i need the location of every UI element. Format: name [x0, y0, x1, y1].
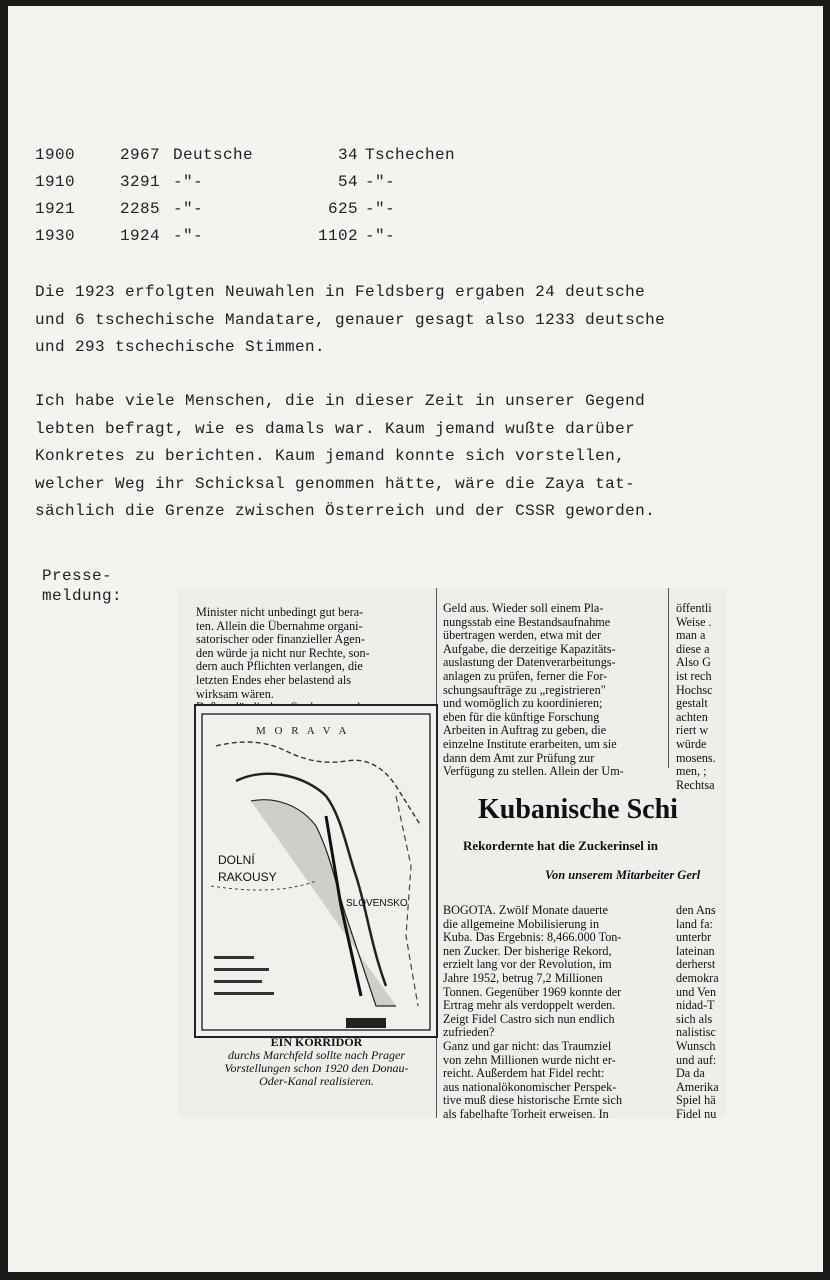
text-line: Konkretes zu berichten. Kaum jemand konnte sich vorstellen, — [35, 447, 626, 465]
article-line: tive muß diese historische Ernte sich — [443, 1094, 623, 1108]
column-fragment: nalistisc — [676, 1026, 716, 1040]
table-cell-czech-label: -"- — [365, 200, 396, 218]
table-cell-year: 1921 — [35, 200, 76, 218]
article-line: reicht. Außerdem hat Fidel recht: — [443, 1067, 605, 1081]
document-page — [8, 6, 823, 1272]
election-paragraph — [35, 279, 735, 362]
article-line: als fabelhafte Torheit erweisen. In — [443, 1107, 609, 1118]
column-line: dann dem Amt zur Prüfung zur — [443, 751, 595, 765]
table-cell-czech-label: Tschechen — [365, 146, 456, 164]
column-fragment: würde — [676, 737, 707, 751]
column-fragment: achten — [676, 710, 708, 724]
column-line: einzelne Institute erarbeiten, um sie — [443, 737, 617, 751]
column-fragment: man a — [676, 629, 706, 643]
column-fragment: Da da — [676, 1067, 705, 1081]
column-fragment: Weise . — [676, 615, 712, 629]
table-cell-year: 1900 — [35, 146, 76, 164]
text-line: und 6 tschechische Mandatare, genauer gesagt also 1233 deutsche — [35, 310, 666, 329]
column-fragment: gestalt — [676, 697, 708, 711]
text-line: welcher Weg ihr Schicksal genommen hätte, wäre die Zaya tat- — [35, 474, 636, 493]
population-table — [8, 146, 608, 256]
corridor-map — [194, 704, 438, 1038]
map-caption: EIN KORRIDOR durchs Marchfeld sollte nach Prager Vorstellungen schon 1920 den Donau- Oder-Kanal realisieren. — [194, 1036, 439, 1088]
table-cell-german: 2967 — [120, 146, 161, 164]
article-line: Zeigt Fidel Castro sich nun endlich — [443, 1012, 615, 1026]
column-fragment: den Ans — [676, 904, 716, 917]
column-line: dern auch Pflichten verlangen, die — [196, 660, 363, 674]
article-line: Tonnen. Gegenüber 1969 konnte der — [443, 985, 622, 999]
article-line: Ganz und gar nicht: das Traumziel — [443, 1039, 612, 1053]
table-cell-german-label: -"- — [173, 227, 204, 245]
column-line: Minister nicht unbedingt gut bera- — [196, 606, 364, 619]
column-line: Geld aus. Wieder soll einem Pla- — [443, 602, 604, 615]
table-cell-german-label: -"- — [173, 173, 204, 191]
article-byline: Von unserem Mitarbeiter Gerl — [545, 868, 701, 882]
column-line: wirksam wären. — [196, 687, 274, 701]
map-label: RAKOUSY — [218, 870, 277, 884]
article-column — [443, 904, 665, 1118]
column-fragment: Wunsch — [676, 1039, 716, 1053]
article-line: BOGOTA. Zwölf Monate dauerte — [443, 904, 608, 917]
table-cell-german-label: Deutsche — [173, 146, 254, 164]
column-fragment: öffentli — [676, 602, 712, 615]
column-line: übertragen werden, etwa mit der — [443, 629, 602, 643]
table-cell-german: 2285 — [120, 200, 161, 218]
column-line: Aufgabe, die derzeitige Kapazitäts- — [443, 642, 616, 656]
table-row — [8, 227, 608, 251]
column-fragment: Fidel nu — [676, 1107, 717, 1118]
table-cell-czech: 625 — [327, 200, 358, 218]
column-line: Arbeiten in Auftrag zu geben, die — [443, 724, 607, 738]
table-cell-year: 1930 — [35, 227, 76, 245]
table-cell-czech-label: -"- — [365, 173, 396, 191]
table-row — [8, 146, 608, 170]
column-line: eben für die künftige Forschung — [443, 710, 600, 724]
table-cell-czech: 1102 — [317, 227, 358, 245]
article-line: nen Zucker. Der bisherige Rekord, — [443, 944, 612, 958]
column-fragment: sich als — [676, 1012, 713, 1026]
middle-column — [443, 602, 665, 779]
article-line: Jahre 1952, betrug 7,2 Millionen — [443, 971, 603, 985]
article-headline: Kubanische Schi — [478, 794, 678, 825]
right-column-fragments — [676, 602, 726, 792]
article-subheadline: Rekordernte hat die Zuckerinsel in — [463, 838, 658, 853]
article-line: die allgemeine Mobilisierung in — [443, 917, 600, 931]
table-cell-czech: 34 — [337, 146, 358, 164]
column-fragment: Spiel hä — [676, 1094, 716, 1108]
text-line: lebten befragt, wie es damals war. Kaum jemand wußte darüber — [35, 419, 636, 438]
table-cell-czech: 54 — [337, 173, 358, 191]
map-caption-title: EIN KORRIDOR — [270, 1035, 363, 1049]
column-fragment: nidad-T — [676, 999, 715, 1013]
column-line: ten. Allein die Übernahme organi- — [196, 619, 363, 633]
press-label: Presse- meldung: — [42, 567, 123, 605]
article-line: Ertrag mehr als verdoppelt werden. — [443, 999, 616, 1013]
table-row — [8, 200, 608, 224]
map-top-label: M O R A V A — [256, 725, 350, 737]
column-line: letzten Endes eher belastend als — [196, 673, 351, 687]
column-line: schungsaufträge zu „registrieren" — [443, 683, 606, 697]
column-fragment: riert w — [676, 724, 709, 738]
newspaper-clipping — [178, 588, 726, 1118]
column-fragment: unterbr — [676, 931, 712, 945]
article-line: aus nationalökonomischer Perspek- — [443, 1080, 617, 1094]
article-line: Kuba. Das Ergebnis: 8,466.000 Ton- — [443, 931, 622, 945]
article-line: von zehn Millionen wurde nicht er- — [443, 1053, 616, 1067]
column-line: den würde ja nicht nur Rechte, son- — [196, 646, 370, 660]
column-line: und womöglich zu koordinieren; — [443, 697, 603, 711]
column-line: Verfügung zu stellen. Allein der Um- — [443, 765, 624, 779]
column-line: nungsstab eine Bestandsaufnahme — [443, 615, 611, 629]
column-fragment: und Ven — [676, 985, 717, 999]
table-cell-german-label: -"- — [173, 200, 204, 218]
column-line: satorischer oder finanzieller Agen- — [196, 633, 365, 647]
column-fragment: land fa: — [676, 917, 713, 931]
text-line: sächlich die Grenze zwischen Österreich und der CSSR geworden. — [35, 502, 656, 520]
map-label: SLOVENSKO — [346, 898, 408, 909]
column-fragment: mosens. — [676, 751, 716, 765]
column-line: anlagen zu prüfen, ferner die For- — [443, 669, 608, 683]
column-fragment: Hochsc — [676, 683, 713, 697]
table-cell-czech-label: -"- — [365, 227, 396, 245]
text-line: Ich habe viele Menschen, die in dieser Zeit in unserer Gegend — [35, 392, 646, 410]
column-fragment: und auf: — [676, 1053, 717, 1067]
map-graphic — [196, 706, 436, 1036]
article-right-fragments — [676, 904, 726, 1118]
column-fragment: men, ; — [676, 765, 707, 779]
table-cell-year: 1910 — [35, 173, 76, 191]
column-fragment: Also G — [676, 656, 711, 670]
article-line: zufrieden? — [443, 1026, 495, 1040]
table-cell-german: 1924 — [120, 227, 161, 245]
map-label: DOLNÍ — [218, 853, 255, 867]
column-fragment: lateinan — [676, 944, 715, 958]
article-line: erzielt lang vor der Revolution, im — [443, 958, 612, 972]
table-cell-german: 3291 — [120, 173, 161, 191]
column-fragment: demokra — [676, 971, 719, 985]
text-line: Die 1923 erfolgten Neuwahlen in Feldsberg ergaben 24 deutsche — [35, 283, 646, 301]
column-fragment: ist rech — [676, 669, 712, 683]
column-fragment: diese a — [676, 642, 710, 656]
table-row — [8, 173, 608, 197]
column-fragment: Rechtsa — [676, 778, 715, 792]
column-fragment: derherst — [676, 958, 716, 972]
text-line: und 293 tschechische Stimmen. — [35, 338, 326, 356]
column-line: auslastung der Datenverarbeitungs- — [443, 656, 616, 670]
column-fragment: Amerika — [676, 1080, 719, 1094]
interview-paragraph — [35, 388, 735, 526]
